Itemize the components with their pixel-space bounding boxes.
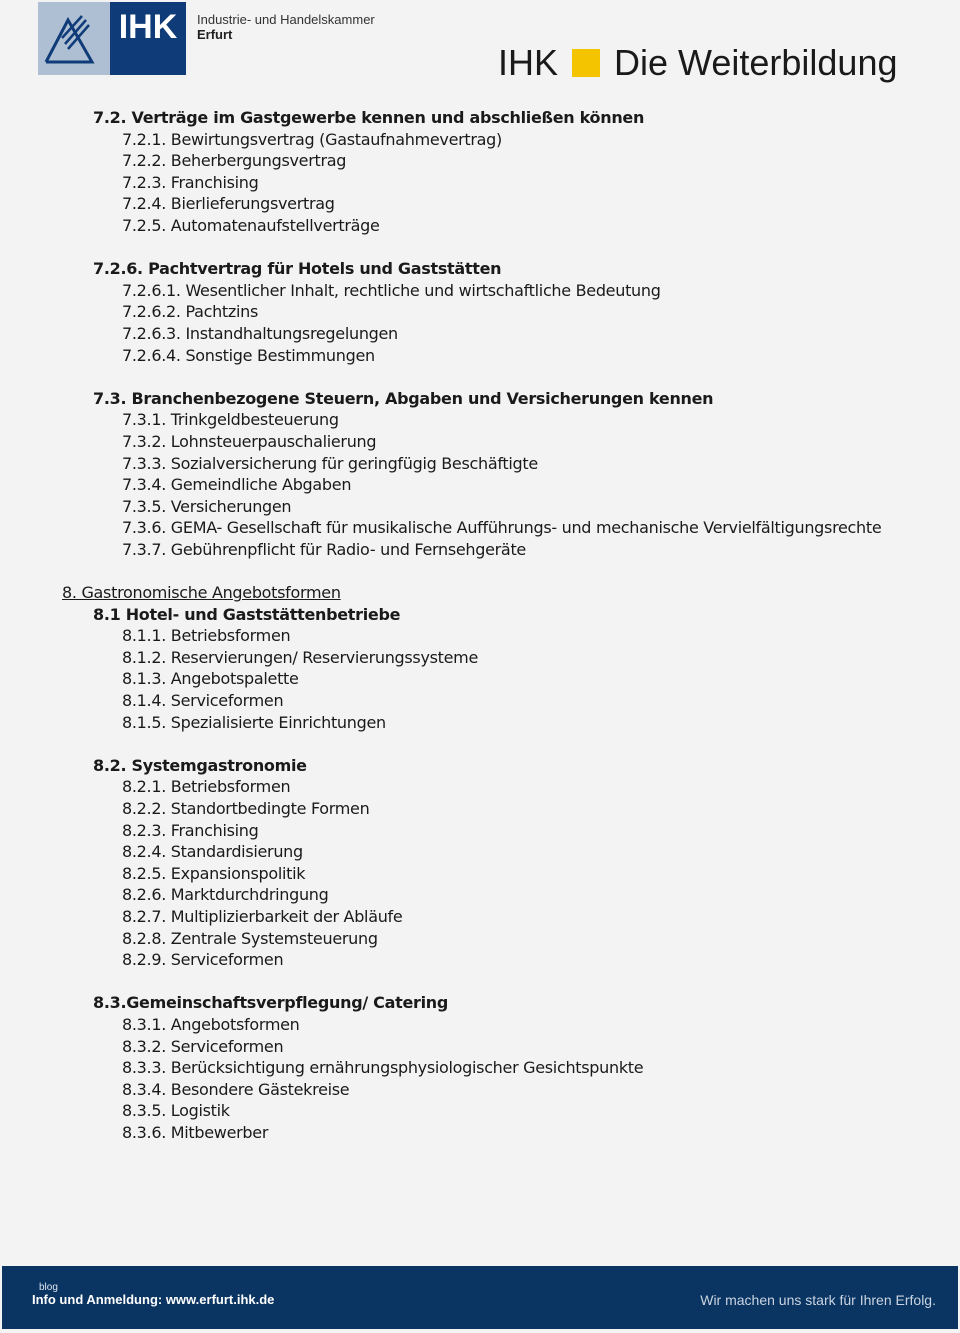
list-item: 8.3.5. Logistik bbox=[122, 1101, 230, 1121]
list-item: 7.3.6. GEMA- Gesellschaft für musikalische Aufführungs- und mechanische Vervielfältigungsrechte bbox=[122, 518, 882, 538]
list-item: 8.1.1. Betriebsformen bbox=[122, 626, 291, 646]
list-item: 7.2.6.3. Instandhaltungsregelungen bbox=[122, 323, 398, 343]
list-item: 7.3.3. Sozialversicherung für geringfügig Beschäftigte bbox=[122, 453, 538, 473]
list-item: 8.2.8. Zentrale Systemsteuerung bbox=[122, 928, 378, 948]
list-item: 7.2.6.4. Sonstige Bestimmungen bbox=[122, 345, 375, 365]
blank-line bbox=[0, 560, 960, 582]
list-item: 8.1.4. Serviceformen bbox=[122, 691, 284, 711]
subsection-heading: 8.2. Systemgastronomie bbox=[93, 755, 307, 775]
blank-line bbox=[0, 237, 960, 259]
ihk-logo bbox=[38, 2, 186, 75]
list-item: 7.2.2. Beherbergungsvertrag bbox=[122, 151, 347, 171]
list-item: 7.3.1. Trinkgeldbesteuerung bbox=[122, 410, 339, 430]
brand-square-icon bbox=[572, 49, 600, 77]
subsection-heading: 7.2. Verträge im Gastgewerbe kennen und abschließen können bbox=[93, 108, 645, 127]
list-item: 8.1.3. Angebotspalette bbox=[122, 669, 299, 689]
list-item: 8.1.2. Reservierungen/ Reservierungssysteme bbox=[122, 647, 479, 667]
list-item: 8.2.3. Franchising bbox=[122, 820, 259, 840]
section-heading: 8. Gastronomische Angebotsformen bbox=[62, 583, 341, 603]
chamber-line1: Industrie- und Handelskammer bbox=[197, 12, 375, 27]
footer bbox=[2, 1266, 958, 1329]
brand-title bbox=[498, 42, 898, 84]
list-item: 8.3.4. Besondere Gästekreise bbox=[122, 1079, 350, 1099]
list-item: 7.3.2. Lohnsteuerpauschalierung bbox=[122, 431, 377, 451]
list-item: 8.2.7. Multiplizierbarkeit der Abläufe bbox=[122, 906, 403, 926]
subsection-heading: 8.1 Hotel- und Gaststättenbetriebe bbox=[93, 604, 401, 624]
list-item: 7.2.6.1. Wesentlicher Inhalt, rechtliche und wirtschaftliche Bedeutung bbox=[122, 280, 661, 300]
list-item: 7.2.1. Bewirtungsvertrag (Gastaufnahmevertrag) bbox=[122, 129, 502, 149]
list-item: 7.2.3. Franchising bbox=[122, 172, 259, 192]
list-item: 8.3.3. Berücksichtigung ernährungsphysiologischer Gesichtspunkte bbox=[122, 1058, 644, 1078]
chamber-name bbox=[197, 12, 375, 42]
list-item: 7.2.6.2. Pachtzins bbox=[122, 302, 259, 322]
ihk-logo-text: IHK bbox=[110, 2, 186, 75]
blank-line bbox=[0, 366, 960, 388]
footer-info-link[interactable]: Info und Anmeldung: www.erfurt.ihk.de bbox=[32, 1292, 275, 1307]
list-item: 8.2.1. Betriebsformen bbox=[122, 777, 291, 797]
subsection-heading: 8.3.Gemeinschaftsverpflegung/ Catering bbox=[93, 993, 449, 1013]
list-item: 7.3.5. Versicherungen bbox=[122, 496, 292, 516]
list-item: 8.2.4. Standardisierung bbox=[122, 842, 303, 862]
chamber-city: Erfurt bbox=[197, 27, 233, 42]
footer-blog: blog bbox=[39, 1282, 58, 1293]
list-item: 8.3.1. Angebotsformen bbox=[122, 1014, 300, 1034]
list-item: 7.3.7. Gebührenpflicht für Radio- und Fernsehgeräte bbox=[122, 539, 526, 559]
brand-right: Die Weiterbildung bbox=[614, 42, 898, 83]
blank-line bbox=[0, 733, 960, 755]
list-item: 8.3.6. Mitbewerber bbox=[122, 1122, 269, 1142]
ihk-mountain-icon bbox=[38, 2, 110, 75]
list-item: 8.3.2. Serviceformen bbox=[122, 1036, 284, 1056]
list-item: 7.3.4. Gemeindliche Abgaben bbox=[122, 475, 352, 495]
brand-left: IHK bbox=[498, 42, 559, 83]
blank-line bbox=[0, 971, 960, 993]
subsection-heading: 7.2.6. Pachtvertrag für Hotels und Gaststätten bbox=[93, 259, 502, 279]
list-item: 8.2.9. Serviceformen bbox=[122, 950, 284, 970]
document-body bbox=[0, 107, 960, 1144]
subsection-heading: 7.3. Branchenbezogene Steuern, Abgaben und Versicherungen kennen bbox=[93, 388, 714, 408]
list-item: 7.2.5. Automatenaufstellverträge bbox=[122, 215, 380, 235]
list-item: 8.2.6. Marktdurchdringung bbox=[122, 885, 329, 905]
list-item: 8.2.2. Standortbedingte Formen bbox=[122, 799, 370, 818]
list-item: 7.2.4. Bierlieferungsvertrag bbox=[122, 194, 335, 214]
list-item: 8.2.5. Expansionspolitik bbox=[122, 863, 306, 883]
footer-slogan: Wir machen uns stark für Ihren Erfolg. bbox=[700, 1292, 936, 1308]
list-item: 8.1.5. Spezialisierte Einrichtungen bbox=[122, 712, 386, 732]
